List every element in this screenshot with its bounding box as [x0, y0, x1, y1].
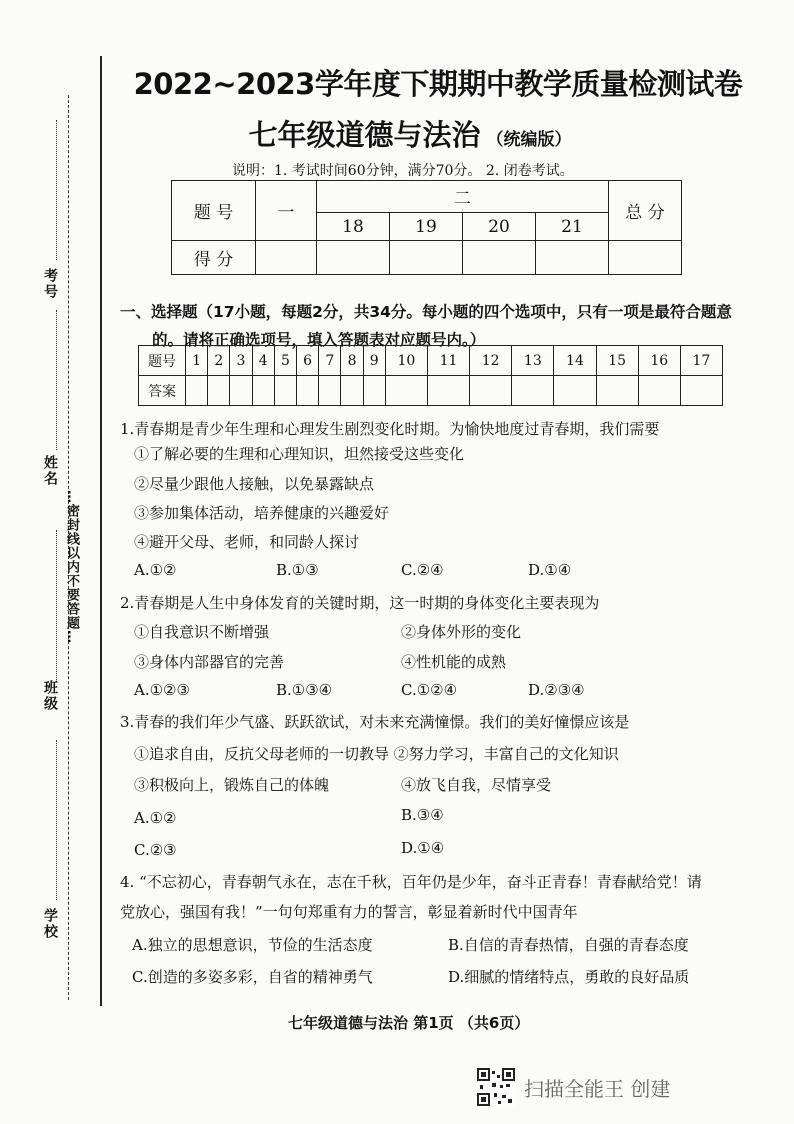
subject-title [200, 113, 620, 154]
question-item: ①了解必要的生理和心理知识，坦然接受这些变化 [134, 445, 465, 463]
answer-number: 15 [596, 346, 638, 376]
question-item: ④避开父母、老师，和同龄人探讨 [134, 533, 360, 551]
exam-no-line [56, 120, 57, 260]
option-a[interactable]: A.①② [134, 809, 177, 827]
option-c[interactable]: C.创造的多姿多彩，自省的精神勇气 [132, 968, 373, 986]
score-col-two: 二 [317, 181, 609, 213]
answer-number: 7 [319, 346, 341, 376]
answer-answer-label: 答案 [139, 376, 186, 406]
score-cell[interactable] [317, 241, 390, 275]
score-col-total: 总 分 [609, 181, 682, 241]
answer-item-label: 题号 [139, 346, 186, 376]
question-item: ②身体外形的变化 [401, 623, 522, 641]
score-sub-col: 18 [317, 213, 390, 241]
score-cell[interactable] [536, 241, 609, 275]
score-sub-col: 21 [536, 213, 609, 241]
answer-number: 3 [230, 346, 252, 376]
margin-rule [100, 56, 102, 1006]
answer-cell[interactable] [427, 376, 469, 406]
answer-cell[interactable] [341, 376, 363, 406]
answer-number: 12 [470, 346, 512, 376]
answer-cell[interactable] [274, 376, 296, 406]
question-item: ①自我意识不断增强 [134, 623, 270, 641]
option-a[interactable]: A.①② [134, 561, 177, 579]
answer-table [138, 345, 723, 406]
answer-cell[interactable] [680, 376, 722, 406]
answer-number: 16 [638, 346, 680, 376]
answer-cell[interactable] [596, 376, 638, 406]
class-label: 班级 [42, 680, 58, 712]
option-a[interactable]: A.①②③ [134, 681, 190, 699]
option-d[interactable]: D.②③④ [528, 681, 585, 699]
option-c[interactable]: C.②④ [401, 561, 444, 579]
answer-cell[interactable] [208, 376, 230, 406]
answer-cell[interactable] [230, 376, 252, 406]
school-line [56, 740, 57, 900]
score-score-label: 得 分 [172, 241, 256, 275]
answer-cell[interactable] [319, 376, 341, 406]
option-d[interactable]: D.①④ [401, 839, 445, 857]
score-col-one: 一 [256, 181, 317, 241]
score-item-label: 题 号 [172, 181, 256, 241]
answer-cell[interactable] [512, 376, 554, 406]
answer-cell[interactable] [554, 376, 596, 406]
score-sub-col: 20 [463, 213, 536, 241]
option-b[interactable]: B.③④ [401, 806, 444, 824]
answer-number: 8 [341, 346, 363, 376]
name-line [56, 310, 57, 450]
answer-number: 1 [186, 346, 208, 376]
page-footer: 七年级道德与法治 第1页 （共6页） [288, 1014, 530, 1032]
score-cell[interactable] [390, 241, 463, 275]
option-b[interactable]: B.①③④ [276, 681, 333, 699]
answer-number: 2 [208, 346, 230, 376]
answer-number: 13 [512, 346, 554, 376]
score-table [171, 180, 682, 275]
score-cell[interactable] [256, 241, 317, 275]
answer-number: 17 [680, 346, 722, 376]
option-d[interactable]: D.①④ [528, 561, 572, 579]
answer-number: 4 [252, 346, 274, 376]
answer-cell[interactable] [363, 376, 385, 406]
option-a[interactable]: A.独立的思想意识，节俭的生活态度 [132, 936, 373, 954]
section-heading-line2: 的。请将正确选项号，填入答题表对应题号内。） [152, 331, 486, 349]
question-stem-cont: 党放心，强国有我！”一句句郑重有力的誓言，彰显着新时代中国青年 [120, 903, 578, 921]
score-cell[interactable] [463, 241, 536, 275]
answer-number: 9 [363, 346, 385, 376]
question-stem: 2.青春期是人生中身体发育的关键时期，这一时期的身体变化主要表现为 [120, 594, 600, 612]
name-label: 姓名 [42, 455, 58, 487]
answer-cell[interactable] [252, 376, 274, 406]
answer-number: 10 [385, 346, 427, 376]
question-stem: 1.青春期是青少年生理和心理发生剧烈变化时期。为愉快地度过青春期，我们需要 [120, 420, 660, 438]
question-stem: 4. “不忘初心，青春朝气永在，志在千秋，百年仍是少年，奋斗正青春！青春献给党！请 [120, 873, 702, 891]
answer-number: 14 [554, 346, 596, 376]
option-d[interactable]: D.细腻的情绪特点，勇敢的良好品质 [448, 968, 690, 986]
question-item: ③身体内部器官的完善 [134, 653, 285, 671]
answer-number: 5 [274, 346, 296, 376]
qr-code-icon [476, 1067, 516, 1107]
answer-cell[interactable] [470, 376, 512, 406]
binding-margin [0, 0, 100, 1010]
question-item: ①追求自由，反抗父母老师的一切教导 ②努力学习，丰富自己的文化知识 [134, 745, 619, 763]
edition-label: （统编版） [486, 130, 572, 150]
score-sub-col: 19 [390, 213, 463, 241]
question-item: ③积极向上，锻炼自己的体魄 [134, 776, 330, 794]
score-cell[interactable] [609, 241, 682, 275]
school-label: 学校 [42, 908, 58, 940]
answer-cell[interactable] [186, 376, 208, 406]
option-c[interactable]: C.②③ [134, 841, 177, 859]
section-heading-line1: 一、选择题（17小题，每题2分，共34分。每小题的四个选项中，只有一项是最符合题意 [120, 303, 732, 321]
question-item: ④性机能的成熟 [401, 653, 507, 671]
seal-notice: …密封线以内不要答题… [64, 490, 79, 644]
answer-cell[interactable] [638, 376, 680, 406]
class-line [56, 530, 57, 680]
question-item: ④放飞自我，尽情享受 [401, 776, 552, 794]
option-c[interactable]: C.①②④ [401, 681, 458, 699]
exam-instructions: 说明：1. 考试时间60分钟，满分70分。 2. 闭卷考试。 [232, 163, 574, 179]
exam-title: 2022~2023学年度下期期中教学质量检测试卷 [133, 67, 743, 101]
answer-number: 11 [427, 346, 469, 376]
exam-no-label: 考号 [42, 268, 58, 300]
scanner-watermark: 扫描全能王 创建 [524, 1077, 671, 1101]
question-item: ③参加集体活动，培养健康的兴趣爱好 [134, 504, 390, 522]
subject-name: 七年级道德与法治 [248, 118, 481, 152]
question-stem: 3.青春的我们年少气盛、跃跃欲试，对未来充满憧憬。我们的美好憧憬应该是 [120, 713, 630, 731]
answer-cell[interactable] [297, 376, 319, 406]
answer-cell[interactable] [385, 376, 427, 406]
answer-number: 6 [297, 346, 319, 376]
question-item: ②尽量少跟他人接触，以免暴露缺点 [134, 475, 375, 493]
option-b[interactable]: B.①③ [276, 561, 319, 579]
option-b[interactable]: B.自信的青春热情，自强的青春态度 [448, 936, 689, 954]
